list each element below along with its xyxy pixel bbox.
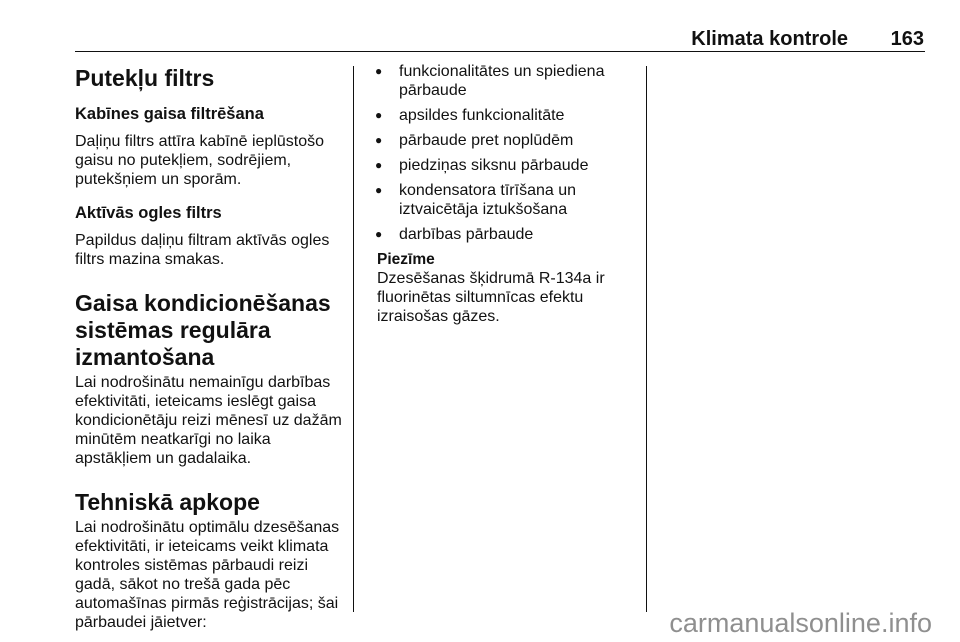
text-line: efektivitāti, ir ieteicams veikt klimata	[75, 538, 329, 555]
list-item	[375, 106, 637, 125]
text-line: pārbaudei jāietver:	[75, 614, 207, 631]
subheading-activated-carbon: Aktīvās ogles filtrs	[75, 204, 222, 222]
text-line: fluorinētas siltumnīcas efektu	[377, 289, 584, 306]
list-item	[375, 131, 637, 150]
heading-line: Gaisa kondicionēšanas	[75, 290, 331, 316]
text-line: ● apsildes funkcionalitāte	[399, 107, 565, 124]
paragraph-cabin-filtration	[75, 132, 347, 189]
text-line: efektivitāti, ieteicams ieslēgt gaisa	[75, 393, 316, 410]
column-divider-left	[353, 66, 354, 612]
subheading-cabin-filtration: Kabīnes gaisa filtrēšana	[75, 105, 264, 123]
text-line: filtrs mazina smakas.	[75, 251, 225, 268]
text-line: Lai nodrošinātu optimālu dzesēšanas	[75, 519, 340, 536]
text-line: Papildus daļiņu filtram aktīvās ogles	[75, 232, 330, 249]
text-line: ● kondensatora tīrīšana un	[399, 182, 577, 199]
middle-column	[375, 62, 637, 326]
text-line: minūtēm neatkarīgi no laika	[75, 431, 271, 448]
left-column	[75, 62, 347, 632]
text-line: Daļiņu filtrs attīra kabīnē ieplūstošo	[75, 133, 325, 150]
text-line: ● pārbaude pret noplūdēm	[399, 132, 574, 149]
text-line: ● darbības pārbaude	[399, 226, 534, 243]
page-header	[0, 0, 960, 52]
text-line: kondicionētāju reizi mēnesī uz dažām	[75, 412, 342, 429]
column-divider-right	[646, 66, 647, 612]
paragraph-ac-regular-use	[75, 373, 347, 468]
text-line: izraisošas gāzes.	[377, 308, 500, 325]
text-line: Dzesēšanas šķidrumā R-134a ir	[377, 270, 605, 287]
text-line: ● piedziņas siksnu pārbaude	[399, 157, 589, 174]
text-line: pārbaude	[399, 82, 467, 99]
list-item	[375, 181, 637, 219]
list-item	[375, 62, 637, 100]
text-line: automašīnas pirmās reģistrācijas; šai	[75, 595, 339, 612]
maintenance-checklist	[375, 62, 637, 244]
paragraph-maintenance	[75, 518, 347, 632]
text-line: Lai nodrošinātu nemainīgu darbības	[75, 374, 331, 391]
text-line: iztvaicētāja iztukšošana	[399, 201, 568, 218]
section-heading-dust-filter: Putekļu filtrs	[75, 65, 215, 91]
note-title: Piezīme	[377, 251, 435, 268]
page-number: 163	[890, 28, 924, 50]
text-line: kontroles sistēmas pārbaudi reizi	[75, 557, 308, 574]
list-item	[375, 156, 637, 175]
header-divider	[75, 51, 925, 52]
heading-line: sistēmas regulāra	[75, 317, 271, 343]
text-line: gadā, sākot no trešā gada pēc	[75, 576, 291, 593]
paragraph-activated-carbon	[75, 231, 347, 269]
text-line: ● funkcionalitātes un spiediena	[399, 63, 605, 80]
list-item	[375, 225, 637, 244]
chapter-title: Klimata kontrole	[691, 28, 848, 50]
watermark-text: carmanualsonline.info	[669, 608, 932, 638]
section-heading-maintenance: Tehniskā apkope	[75, 489, 260, 515]
text-line: apstākļiem un gadalaika.	[75, 450, 252, 467]
text-line: putekšņiem un sporām.	[75, 171, 242, 188]
text-line: gaisu no putekļiem, sodrējiem,	[75, 152, 292, 169]
note-box	[375, 250, 637, 326]
section-heading-ac-regular-use	[75, 290, 347, 371]
heading-line: izmantošana	[75, 344, 215, 370]
